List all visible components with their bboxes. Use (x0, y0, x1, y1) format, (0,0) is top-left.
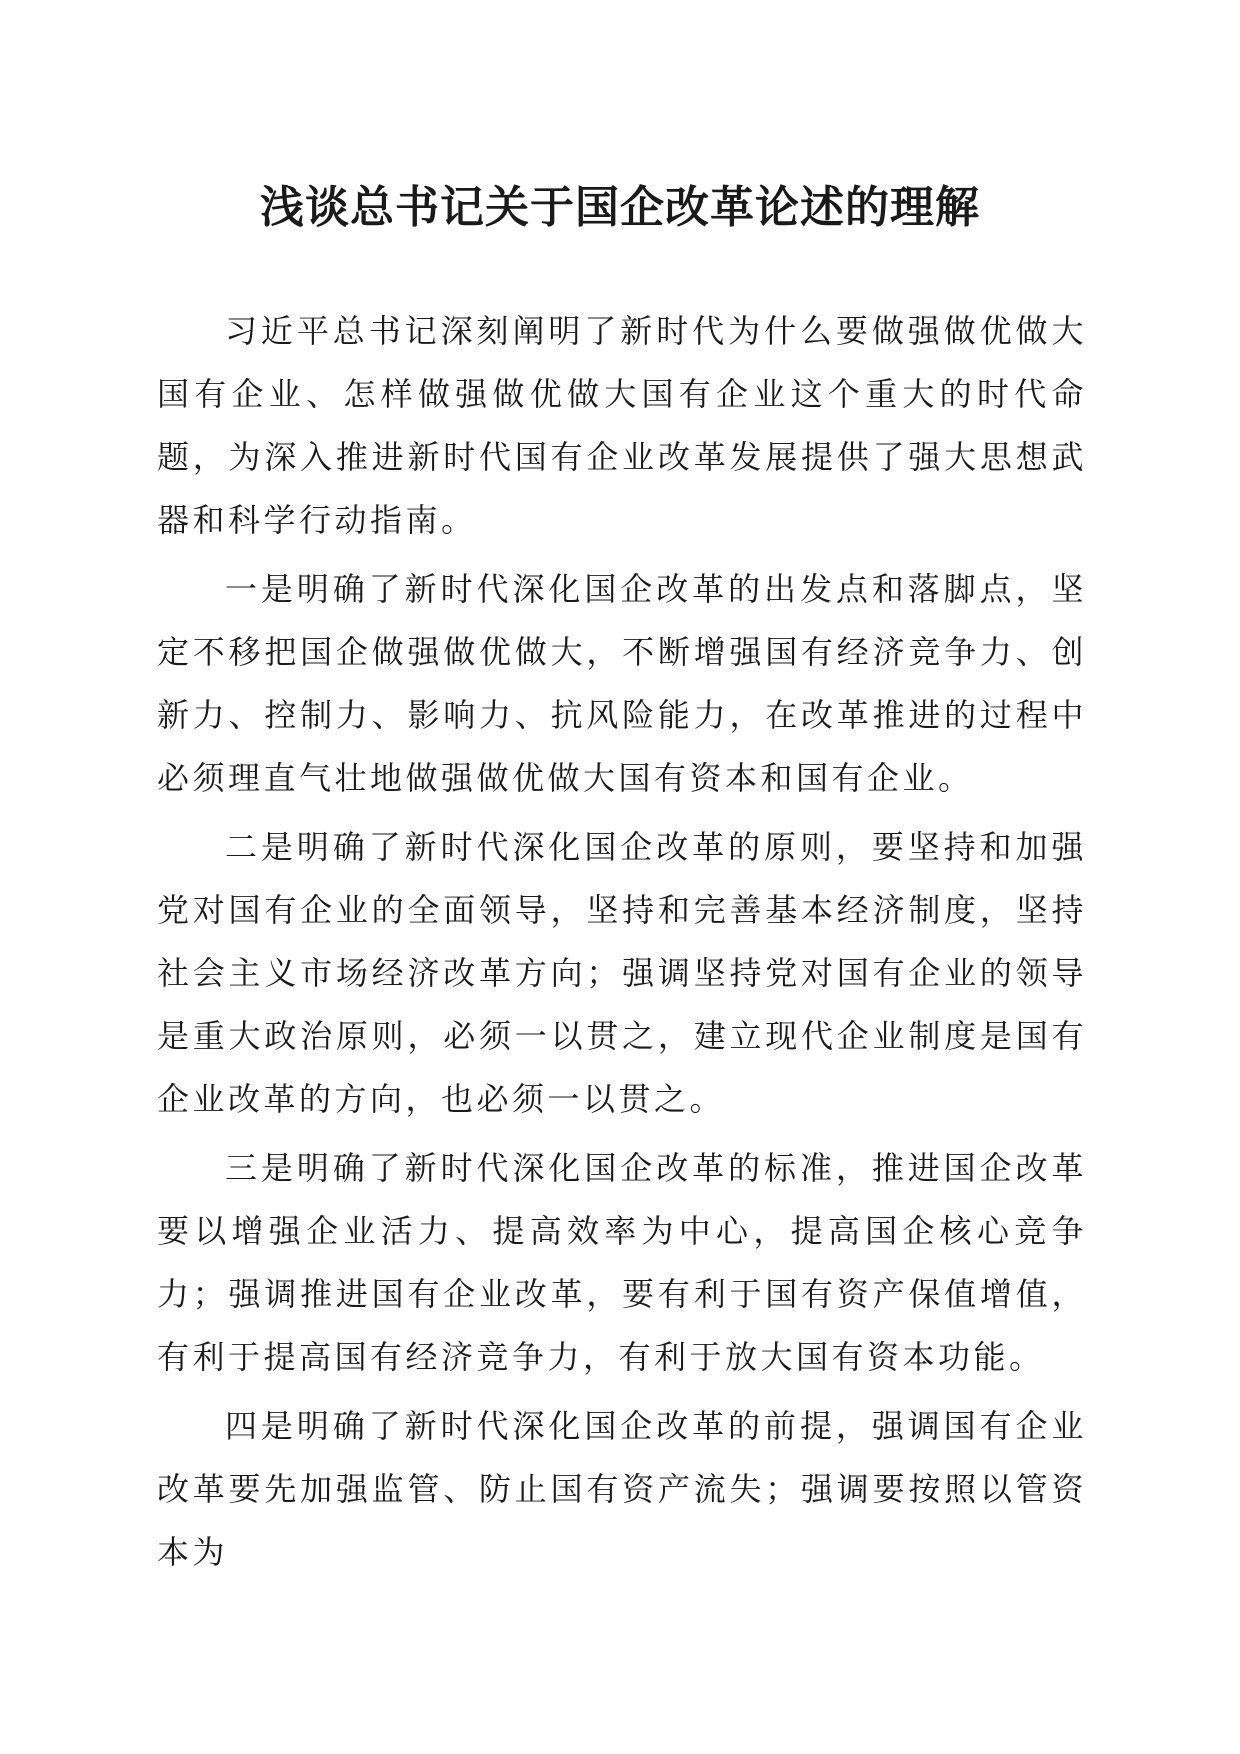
paragraph-point-three: 三是明确了新时代深化国企改革的标准，推进国企改革要以增强企业活力、提高效率为中心，提高国企核心竞争力；强调推进国有企业改革，要有利于国有资产保值增值，有利于提高国有经济竞争力，有利于放大国有资本功能。 (157, 1149, 1087, 1376)
document-body (157, 300, 1087, 1590)
paragraph-point-one: 一是明确了新时代深化国企改革的出发点和落脚点，坚定不移把国企做强做优做大，不断增强国有经济竞争力、创新力、控制力、影响力、抗风险能力，在改革推进的过程中必须理直气壮地做强做优做大国有资本和国有企业。 (157, 570, 1087, 797)
paragraph-point-four: 四是明确了新时代深化国企改革的前提，强调国有企业改革要先加强监管、防止国有资产流失；强调要按照以管资本为 (157, 1407, 1087, 1571)
paragraph-intro: 习近平总书记深刻阐明了新时代为什么要做强做优做大国有企业、怎样做强做优做大国有企业这个重大的时代命题，为深入推进新时代国有企业改革发展提供了强大思想武器和科学行动指南。 (157, 312, 1087, 539)
paragraph-point-two: 二是明确了新时代深化国企改革的原则，要坚持和加强党对国有企业的全面领导，坚持和完善基本经济制度，坚持社会主义市场经济改革方向；强调坚持党对国有企业的领导是重大政治原则，必须一以贯之，建立现代企业制度是国有企业改革的方向，也必须一以贯之。 (157, 828, 1087, 1118)
document-title: 浅谈总书记关于国企改革论述的理解 (260, 182, 980, 233)
